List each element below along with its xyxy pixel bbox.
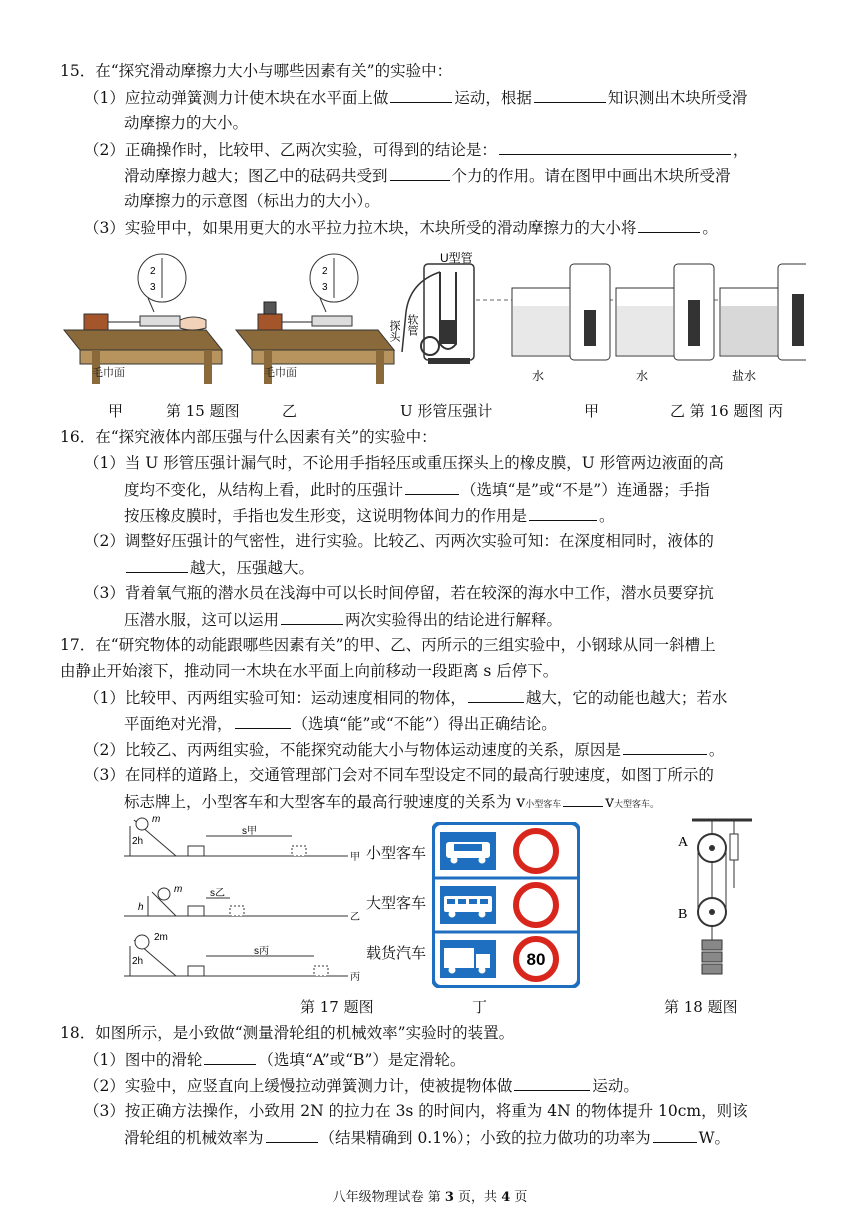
answer-blank[interactable]	[653, 1126, 697, 1143]
beaker-a	[512, 264, 610, 383]
q18-part3-line2: 滑轮组的机械效率为 （结果精确到 0.1%）；小致的拉力做功的功率为 W。	[124, 1126, 730, 1149]
speed-ring-icon	[516, 831, 556, 871]
friction-setup-a	[64, 254, 222, 384]
height-label: 2h	[132, 836, 144, 847]
answer-blank[interactable]	[514, 1074, 590, 1091]
page-number: 3	[444, 1190, 454, 1205]
sign-row-label: 大型客车	[366, 894, 427, 912]
row-label: 甲	[350, 852, 360, 863]
q18-stem: 18．如图所示，是小致做“测量滑轮组的机械效率”实验时的装置。	[60, 1024, 515, 1042]
caption-fig16: 乙 第 16 题图 丙	[670, 402, 784, 420]
answer-blank[interactable]	[390, 86, 452, 103]
q17-part3-line1: （3）在同样的道路上，交通管理部门会对不同车型设定不同的最高行驶速度，如图丁所示的	[84, 766, 714, 784]
answer-blank[interactable]	[235, 712, 291, 729]
answer-blank[interactable]	[529, 504, 597, 521]
liquid-label: 水	[532, 369, 545, 383]
caption-fig18: 第 18 题图	[664, 998, 738, 1016]
q16-part1-line1: （1）当 U 形管压强计漏气时，不论用手指轻压或重压探头上的橡皮膜，U 形管两边液面的高	[84, 454, 724, 472]
caption-ding: 丁	[472, 998, 488, 1016]
sign-row-label: 小型客车	[366, 844, 427, 862]
liquid-label: 水	[636, 369, 649, 383]
q16-part1-line2: 度均不变化，从结构上看，此时的压强计 （选填“是”或“不是”）连通器；手指	[124, 478, 710, 501]
answer-blank[interactable]	[534, 86, 606, 103]
surface-label: 毛巾面	[264, 367, 297, 379]
q17-part2: （2）比较乙、丙两组实验，不能探究动能大小与物体运动速度的关系，原因是 。	[84, 738, 724, 761]
probe-label: 探头	[388, 320, 400, 342]
speed-limit-sign	[432, 822, 580, 988]
mass-label: m	[174, 884, 183, 895]
sign-row-label: 载货汽车	[366, 944, 427, 962]
beaker-c	[720, 264, 806, 383]
q15-part1-line1: （1）应拉动弹簧测力计使木块在水平面上做 运动，根据 知识测出木块所受滑	[84, 86, 747, 109]
hose-label: 软管	[406, 314, 418, 336]
liquid-label: 盐水	[732, 369, 757, 383]
q15-part2-line3: 动摩擦力的示意图（标出力的大小）。	[124, 192, 380, 210]
friction-setup-b	[236, 254, 394, 384]
q16-part3-line1: （3）背着氧气瓶的潜水员在浅海中可以长时间停留，若在较深的海水中工作，潜水员要穿抗	[84, 584, 714, 602]
beaker-b	[616, 264, 714, 383]
answer-blank[interactable]	[638, 216, 700, 233]
answer-blank[interactable]	[281, 608, 343, 625]
distance-label: s甲	[242, 826, 257, 837]
figure-18-pulley	[672, 818, 768, 988]
speed-ring-icon	[516, 885, 556, 925]
q18-part1: （1）图中的滑轮 （选填“A”或“B”）是定滑轮。	[84, 1048, 465, 1071]
q17-stem-line2: 由静止开始滚下，推动同一木块在水平面上向前移动一段距离 s 后停下。	[60, 662, 559, 680]
q17-part1-line1: （1）比较甲、丙两组实验可知：运动速度相同的物体， 越大，它的动能也越大；若水	[84, 686, 727, 709]
pulley-b-label: B	[678, 907, 688, 922]
q15-part3: （3）实验甲中，如果用更大的水平拉力拉木块，木块所受的滑动摩擦力的大小将 。	[84, 216, 718, 239]
answer-blank[interactable]	[266, 1126, 318, 1143]
q15-stem: 15．在“探究滑动摩擦力大小与哪些因素有关”的实验中：	[60, 62, 453, 80]
bus-icon	[440, 886, 496, 924]
speed-limit-value: 80	[526, 950, 546, 969]
caption-yi: 乙	[282, 402, 298, 420]
q16-stem: 16．在“探究液体内部压强与什么因素有关”的实验中：	[60, 428, 437, 446]
page-footer: 八年级物理试卷 第 3 页，共 4 页	[332, 1190, 528, 1205]
spring-scale	[730, 834, 738, 860]
pulley-a-label: A	[678, 835, 689, 850]
mass-label: m	[152, 816, 161, 825]
answer-blank[interactable]	[563, 790, 603, 807]
q15-part2-line2: 滑动摩擦力越大；图乙中的砝码共受到 个力的作用。请在图甲中画出木块所受滑	[124, 164, 731, 187]
answer-blank[interactable]	[204, 1048, 256, 1065]
caption-fig17: 第 17 题图	[300, 998, 374, 1016]
q18-part2: （2）实验中，应竖直向上缓慢拉动弹簧测力计，使被提物体做 运动。	[84, 1074, 639, 1097]
q16-part3-line2: 压潜水服，这可以运用 两次实验得出的结论进行解释。	[124, 608, 562, 631]
answer-blank[interactable]	[623, 738, 707, 755]
truck-icon	[440, 940, 496, 978]
caption-jia-16: 甲	[584, 402, 600, 420]
answer-blank[interactable]	[468, 686, 524, 703]
u-tube-manometer	[388, 250, 474, 364]
row-label: 丙	[350, 972, 360, 983]
page-total: 4	[501, 1190, 511, 1205]
scale-tick: 3	[150, 282, 156, 293]
q16-part2-line1: （2）调整好压强计的气密性，进行实验。比较乙、丙两次实验可知：在深度相同时，液体的	[84, 532, 714, 550]
figure-15-16	[56, 250, 806, 392]
surface-label: 毛巾面	[92, 367, 125, 379]
caption-jia: 甲	[108, 402, 124, 420]
car-icon	[440, 832, 496, 870]
u-tube-label: U型管	[440, 251, 473, 265]
mass-label: 2m	[154, 932, 168, 943]
scale-tick: 3	[322, 282, 328, 293]
caption-fig15: 第 15 题图	[166, 402, 240, 420]
scale-tick: 2	[150, 266, 156, 277]
q17-part3-line2: 标志牌上，小型客车和大型客车的最高行驶速度的关系为 v小型客车 v大型客车。	[124, 790, 659, 816]
q18-part3-line1: （3）按正确方法操作，小致用 2N 的拉力在 3s 的时间内，将重为 4N 的物体提升 10cm，则该	[84, 1102, 748, 1120]
q17-stem-line1: 17．在“研究物体的动能跟哪些因素有关”的甲、乙、丙所示的三组实验中，小钢球从同一斜槽上	[60, 636, 716, 654]
q15-part1-line2: 动摩擦力的大小。	[124, 114, 249, 132]
answer-blank[interactable]	[499, 138, 731, 155]
answer-blank[interactable]	[405, 478, 459, 495]
q16-part2-line2: 越大，压强越大。	[124, 556, 314, 579]
scale-tick: 2	[322, 266, 328, 277]
height-label: h	[138, 902, 144, 913]
answer-blank[interactable]	[126, 556, 188, 573]
q15-part2-line1: （2）正确操作时，比较甲、乙两次实验，可得到的结论是： ，	[84, 138, 748, 161]
figure-17	[124, 816, 360, 986]
row-label: 乙	[350, 912, 360, 923]
q16-part1-line3: 按压橡皮膜时，手指也发生形变，这说明物体间力的作用是 。	[124, 504, 615, 527]
answer-blank[interactable]	[390, 164, 450, 181]
height-label: 2h	[132, 956, 144, 967]
q17-part1-line2: 平面绝对光滑， （选填“能”或“不能”）得出正确结论。	[124, 712, 557, 735]
caption-utube: U 形管压强计	[400, 402, 493, 420]
distance-label: s乙	[210, 888, 225, 899]
distance-label: s丙	[254, 946, 269, 957]
